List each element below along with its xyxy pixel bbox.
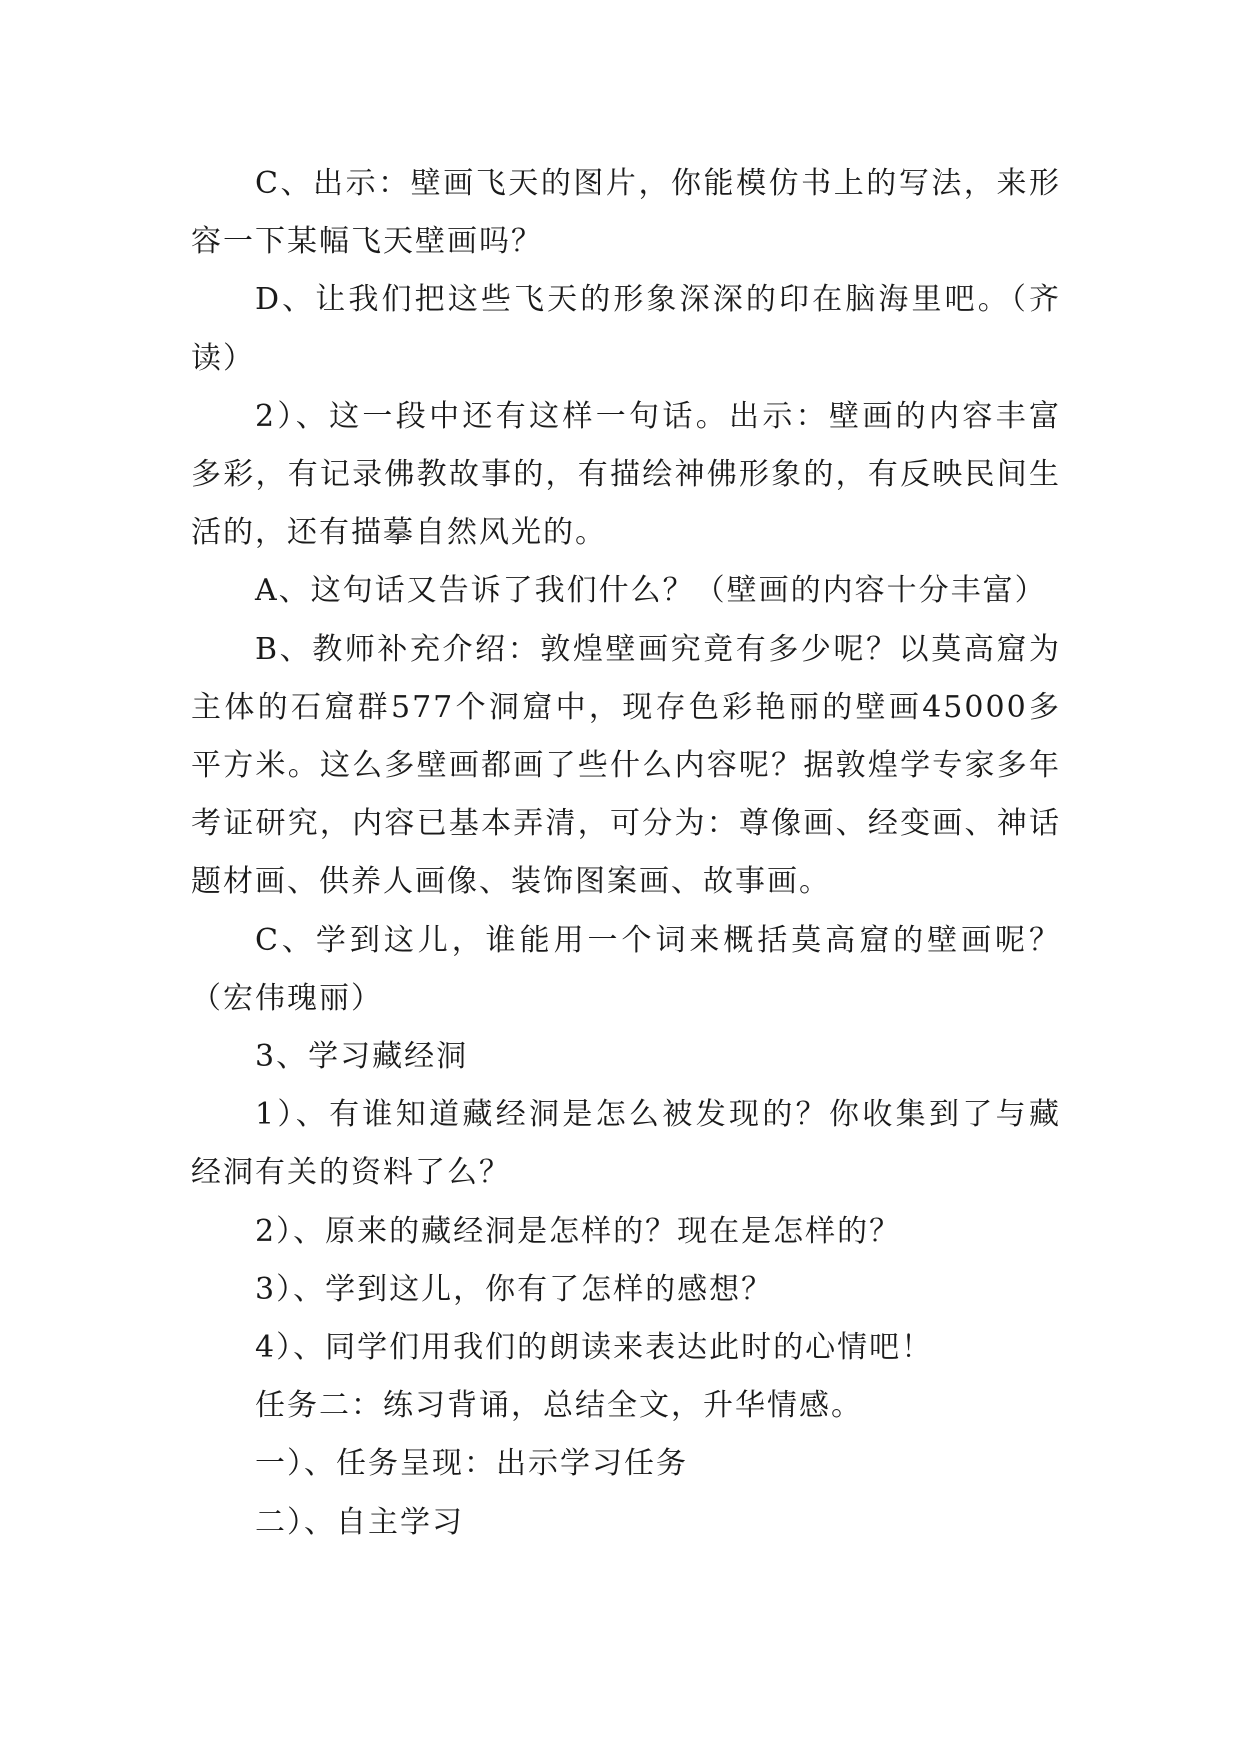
paragraph-d-remember: D、让我们把这些飞天的形象深深的印在脑海里吧。（齐读） xyxy=(191,282,1061,376)
paragraph-3-feelings: 3）、学到这儿，你有了怎样的感想？ xyxy=(255,1271,774,1307)
paragraph-c-show-mural: C、出示：壁画飞天的图片，你能模仿书上的写法，来形容一下某幅飞天壁画吗？ xyxy=(191,166,1061,260)
paragraph-self-study: 二）、自主学习 xyxy=(255,1504,464,1540)
paragraph-1-discovery: 1）、有谁知道藏经洞是怎么被发现的？你收集到了与藏经洞有关的资料了么？ xyxy=(191,1097,1061,1191)
paragraph-b-teacher-intro: B、教师补充介绍：敦煌壁画究竟有多少呢？以莫高窟为主体的石窟群577个洞窟中，现存色彩艳丽的壁画45000多平方米。这么多壁画都画了些什么内容呢？据敦煌学专家多年考证研究，内容已基本弄清，可分为：尊像画、经变画、神话题材画、供养人画像、装饰图案画、故事画。 xyxy=(191,631,1061,900)
paragraph-c-summary-word: C、学到这儿，谁能用一个词来概括莫高窟的壁画呢？（宏伟瑰丽） xyxy=(191,922,1061,1016)
paragraph-4-reading: 4）、同学们用我们的朗读来表达此时的心情吧！ xyxy=(255,1330,934,1366)
document-body xyxy=(191,155,1061,1552)
paragraph-3-heading: 3、学习藏经洞 xyxy=(255,1039,469,1075)
paragraph-2-sentence: 2）、这一段中还有这样一句话。出示：壁画的内容丰富多彩，有记录佛教故事的，有描绘神佛形象的，有反映民间生活的，还有描摹自然风光的。 xyxy=(191,398,1061,551)
paragraph-task-present: 一）、任务呈现：出示学习任务 xyxy=(255,1446,688,1482)
paragraph-a-question: A、这句话又告诉了我们什么？（壁画的内容十分丰富） xyxy=(255,573,1047,609)
paragraph-task-two: 任务二：练习背诵，总结全文，升华情感。 xyxy=(255,1388,863,1424)
paragraph-2-then-now: 2）、原来的藏经洞是怎样的？现在是怎样的？ xyxy=(255,1213,902,1249)
